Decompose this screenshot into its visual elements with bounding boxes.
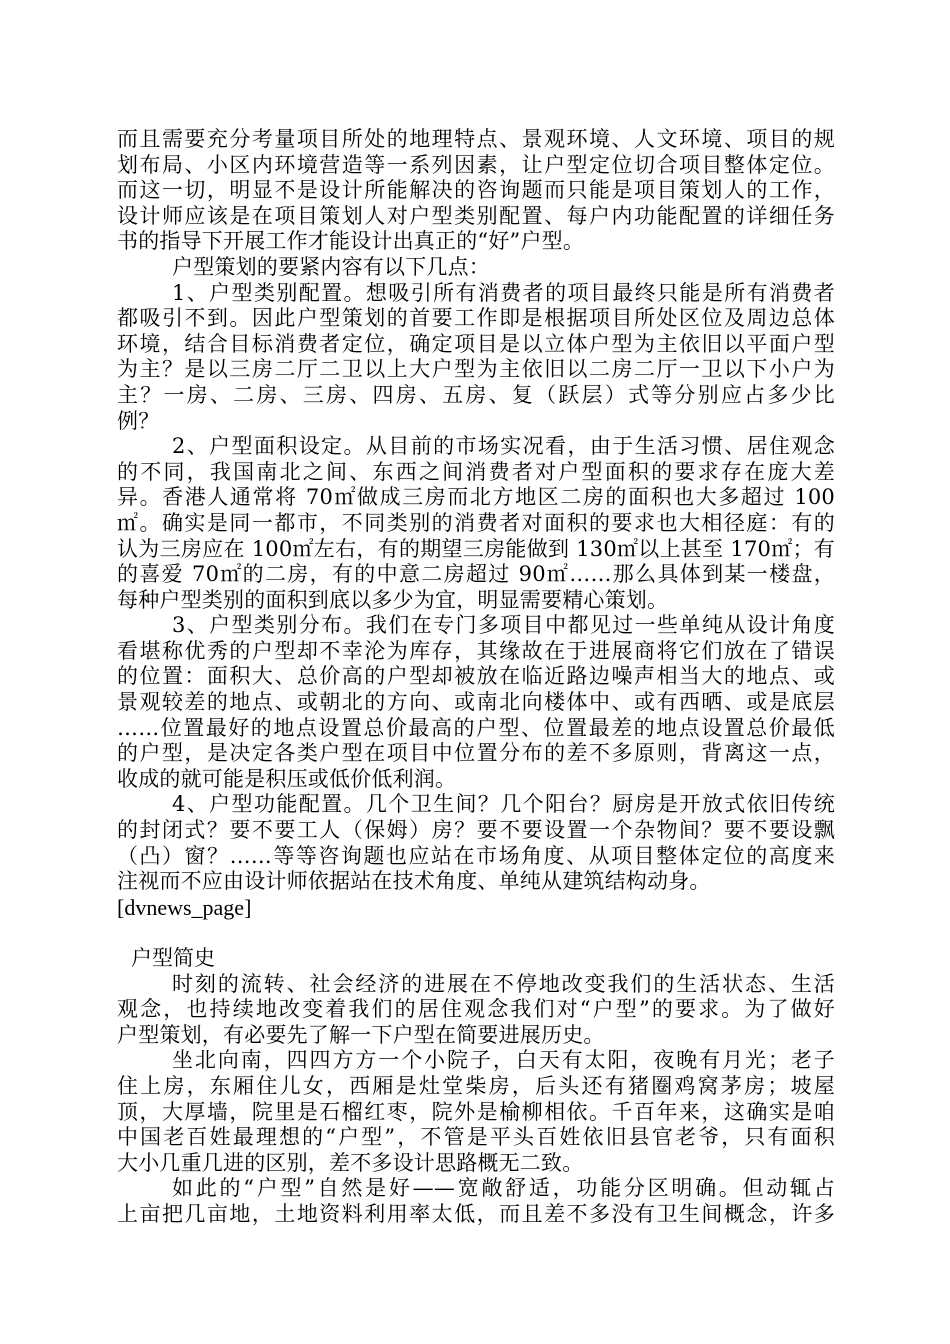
paragraph-7 [117,972,835,1049]
paragraph-4 [117,434,835,613]
text-line: 坐北向南，四四方方一个小院子，白天有太阳，夜晚有月光；老子 [172,1048,835,1073]
text-line: 住上房，东厢住儿女，西厢是灶堂柴房，后头还有猪圈鸡窝茅房；坡屋 [117,1073,835,1098]
text-line: 书的指导下开展工作才能设计出真正的“好”户型。 [117,229,585,254]
paragraph-6 [117,792,835,894]
paragraph-3 [117,281,835,435]
text-line: 主？一房、二房、三房、四房、五房、复（跃层）式等分别应占多少比 [117,382,835,407]
text-line: 1、户型类别配置。想吸引所有消费者的项目最终只能是所有消费者 [172,280,835,305]
text-line: 划布局、小区内环境营造等一系列因素，让户型定位切合项目整体定位。 [117,152,835,177]
paragraph-8 [117,1048,835,1176]
text-line: 户型策划的要紧内容有以下几点： [172,254,490,279]
text-line: 的封闭式？要不要工人（保姆）房？要不要设置一个杂物间？要不要设飘 [117,818,835,843]
section-title: 户型简史 [131,946,215,970]
text-line: 环境，结合目标消费者定位，确定项目是以立体户型为主依旧以平面户型 [117,331,835,356]
text-line: 的喜爱 70㎡的二房，有的中意二房超过 90㎡……那么具体到某一楼盘， [117,562,835,587]
text-line: 为主？是以三房二厅二卫以上大户型为主依旧以二房二厅一卫以下小户为 [117,357,835,382]
text-line: 时刻的流转、社会经济的进展在不停地改变我们的生活状态、生活 [172,971,835,996]
paragraph-2 [117,255,835,281]
text-line: （凸）窗？……等等咨询题也应站在市场角度、从项目整体定位的高度来 [117,843,835,868]
text-line: 认为三房应在 100㎡左右，有的期望三房能做到 130㎡以上甚至 170㎡；有 [117,536,835,561]
text-line: 的位置：面积大、总价高的户型却被放在临近路边噪声相当大的地点、或 [117,664,835,689]
text-line: 都吸引不到。因此户型策划的首要工作即是根据项目所处区位及周边总体 [117,306,835,331]
paragraph-1 [117,127,835,255]
text-line: 如此的“户型”自然是好——宽敞舒适，功能分区明确。但动辄占 [172,1176,835,1201]
text-line: 的不同，我国南北之间、东西之间消费者对户型面积的要求存在庞大差 [117,459,835,484]
text-line: 收成的就可能是积压或低价低利润。 [117,766,457,791]
text-line: 异。香港人通常将 70㎡做成三房而北方地区二房的面积也大多超过 100 [117,485,835,510]
text-line: 而这一切，明显不是设计所能解决的咨询题而只能是项目策划人的工作， [117,178,835,203]
text-line: 景观较差的地点、或朝北的方向、或南北向楼体中、或有西晒、或是底层 [117,690,835,715]
text-line: 顶，大厚墙，院里是石榴红枣，院外是榆柳相依。千百年来，这确实是咱 [117,1099,835,1124]
text-line: 3、户型类别分布。我们在专门多项目中都见过一些单纯从设计角度 [172,613,835,638]
text-line: 上亩把几亩地，土地资料利用率太低，而且差不多没有卫生间概念，许多 [117,1201,835,1226]
blank-line [117,920,835,946]
text-line: 观念，也持续地改变着我们的居住观念我们对“户型”的要求。为了做好 [117,997,835,1022]
text-line: 例？ [117,408,160,433]
text-line: 的户型，是决定各类户型在项目中位置分布的差不多原则，背离这一点， [117,741,835,766]
text-line: ㎡。确实是同一都市，不同类别的消费者对面积的要求也大相径庭：有的 [117,510,835,535]
text-line: ……位置最好的地点设置总价最高的户型、位置最差的地点设置总价最低 [117,715,835,740]
text-line: 2、户型面积设定。从目前的市场实况看，由于生活习惯、居住观念 [172,434,835,459]
paragraph-5 [117,613,835,792]
document-page [117,127,835,1228]
text-line: 每种户型类别的面积到底以多少为宜，明显需要精心策划。 [117,587,669,612]
text-line: 中国老百姓最理想的“户型”，不管是平头百姓依旧县官老爷，只有面积 [117,1125,835,1150]
text-line: 设计师应该是在项目策划人对户型类别配置、每户内功能配置的详细任务 [117,203,835,228]
page-break-tag: [dvnews_page] [117,894,252,920]
text-line: 大小几重几进的区别，差不多设计思路概无二致。 [117,1150,584,1175]
text-line: 户型策划，有必要先了解一下户型在简要进展历史。 [117,1022,605,1047]
text-line: 注视而不应由设计师依据站在技术角度、单纯从建筑结构动身。 [117,869,711,894]
paragraph-9 [117,1176,835,1227]
text-line: 看堪称优秀的户型却不幸沦为库存，其缘故在于进展商将它们放在了错误 [117,638,835,663]
text-line: 而且需要充分考量项目所处的地理特点、景观环境、人文环境、项目的规 [117,127,835,151]
text-line: 4、户型功能配置。几个卫生间？几个阳台？厨房是开放式依旧传统 [172,792,835,817]
